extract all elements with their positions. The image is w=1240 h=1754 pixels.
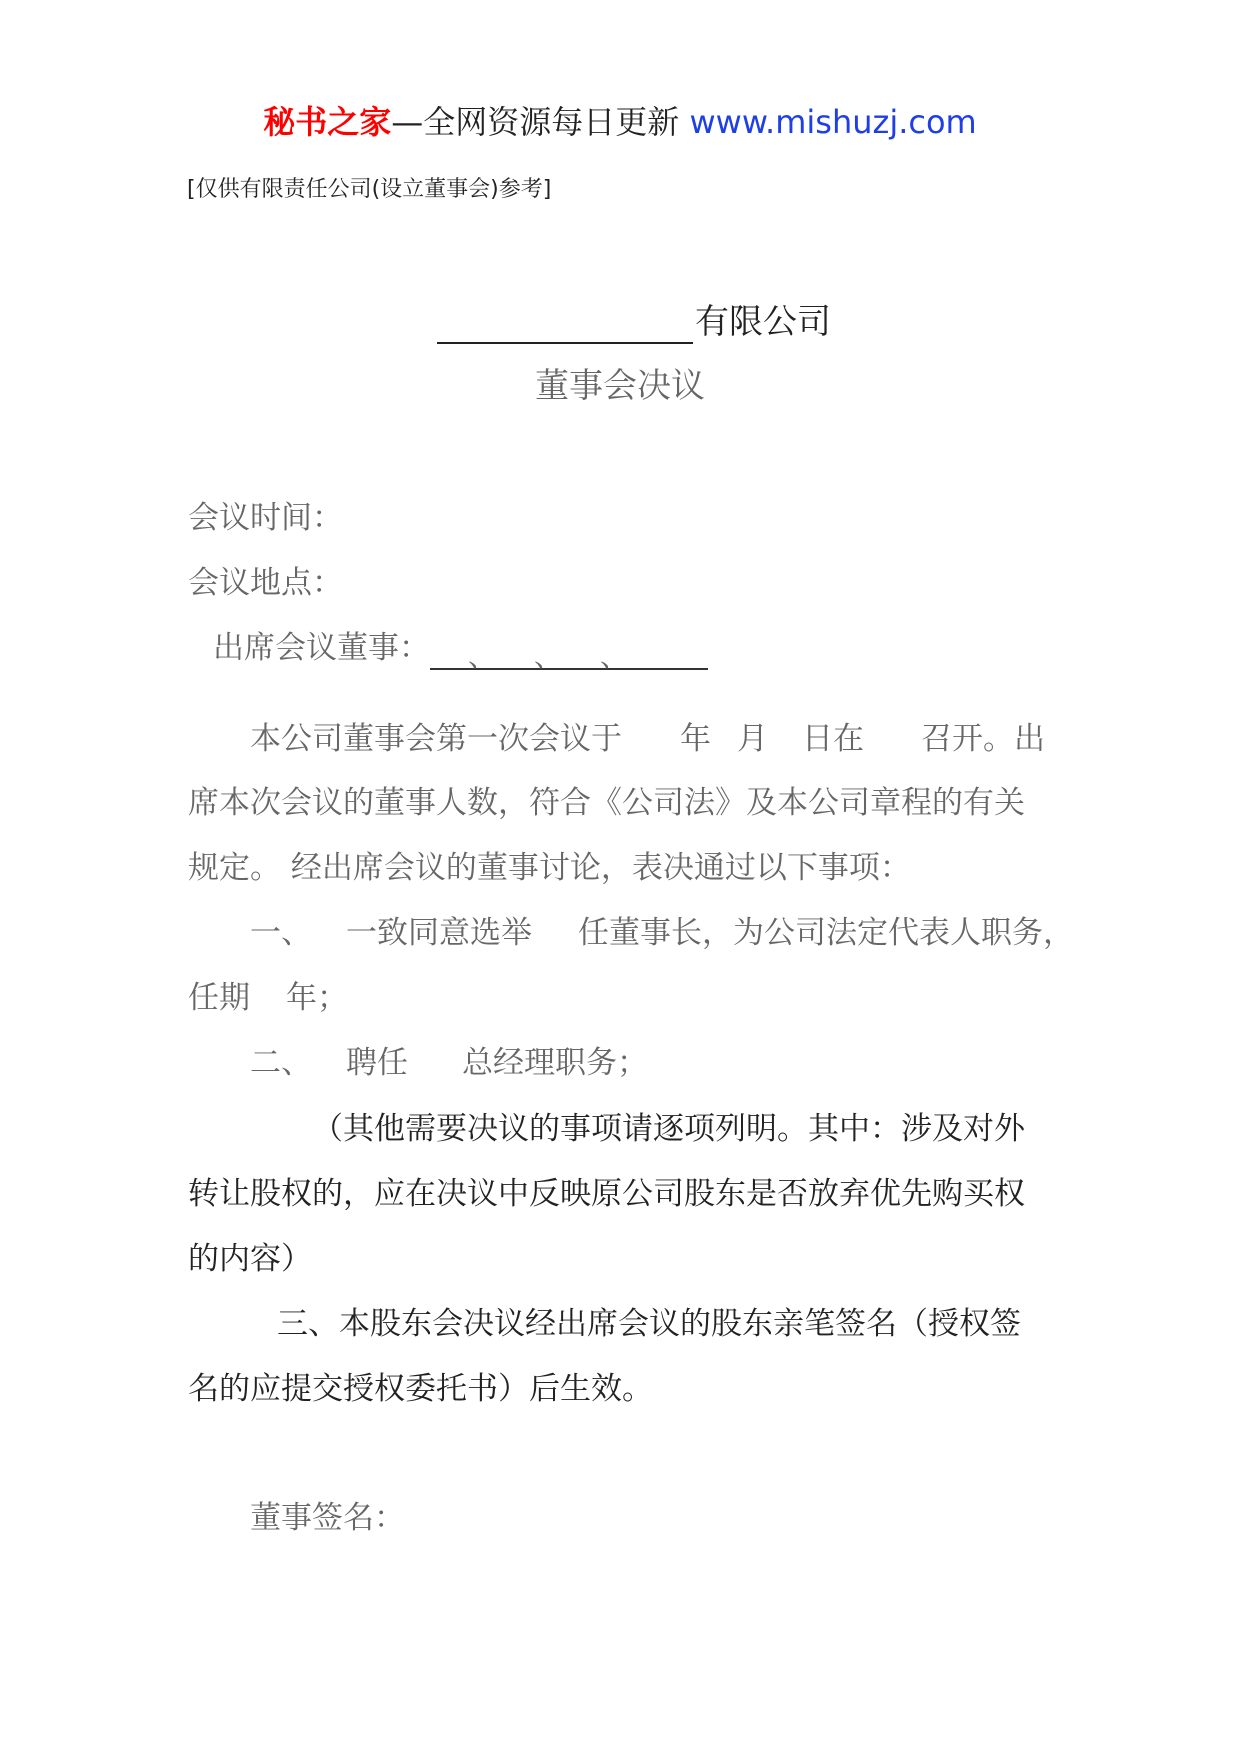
attendees-line	[213, 626, 708, 673]
signature-label: 董事签名：	[250, 1500, 405, 1536]
other-matters-note: （其他需要决议的事项请逐项列明。其中：涉及对外	[312, 1111, 1025, 1147]
site-banner	[0, 100, 1240, 144]
brand-name: 秘书之家	[263, 103, 392, 141]
day-label: 日在	[802, 721, 864, 757]
resolution-item-1-cont: 任期 年；	[188, 980, 348, 1016]
attendee-blank: 、	[562, 634, 628, 670]
resolution-item-3-cont: 名的应提交授权委托书）后生效。	[188, 1371, 653, 1407]
paragraph-line: 规定。 经出席会议的董事讨论，表决通过以下事项：	[188, 850, 911, 886]
other-matters-note: 的内容）	[188, 1241, 312, 1277]
paragraph-line: 本公司董事会第一次会议于 年 月 日在 召开。出	[250, 721, 1045, 757]
attendee-blank: 、	[430, 634, 496, 670]
document-title: 董事会决议	[535, 366, 705, 406]
paragraph-line: 席本次会议的董事人数，符合《公司法》及本公司章程的有关	[188, 785, 1025, 821]
month-label: 月	[737, 721, 768, 757]
resolution-item-3: 三、本股东会决议经出席会议的股东亲笔签名（授权签	[277, 1306, 1021, 1342]
meeting-place-label: 会议地点：	[188, 565, 343, 601]
meeting-time-label: 会议时间：	[188, 500, 343, 536]
attendee-blank: 、	[496, 634, 562, 670]
resolution-item-2: 二、 聘任 总经理职务；	[250, 1045, 648, 1081]
company-name-line	[437, 300, 831, 344]
year-label: 年	[680, 721, 711, 757]
usage-note: [仅供有限责任公司(设立董事会)参考]	[187, 177, 552, 202]
banner-slogan: —全网资源每日更新	[391, 103, 690, 141]
company-suffix: 有限公司	[695, 302, 831, 342]
attendee-blank	[628, 634, 708, 670]
resolution-item-1: 一、 一致同意选举 任董事长，为公司法定代表人职务，	[250, 915, 1074, 951]
attendees-label: 出席会议董事：	[213, 630, 430, 666]
other-matters-note: 转让股权的，应在决议中反映原公司股东是否放弃优先购买权	[188, 1176, 1025, 1212]
company-name-blank	[437, 306, 693, 344]
site-url-link[interactable]: www.mishuzj.com	[689, 103, 977, 141]
